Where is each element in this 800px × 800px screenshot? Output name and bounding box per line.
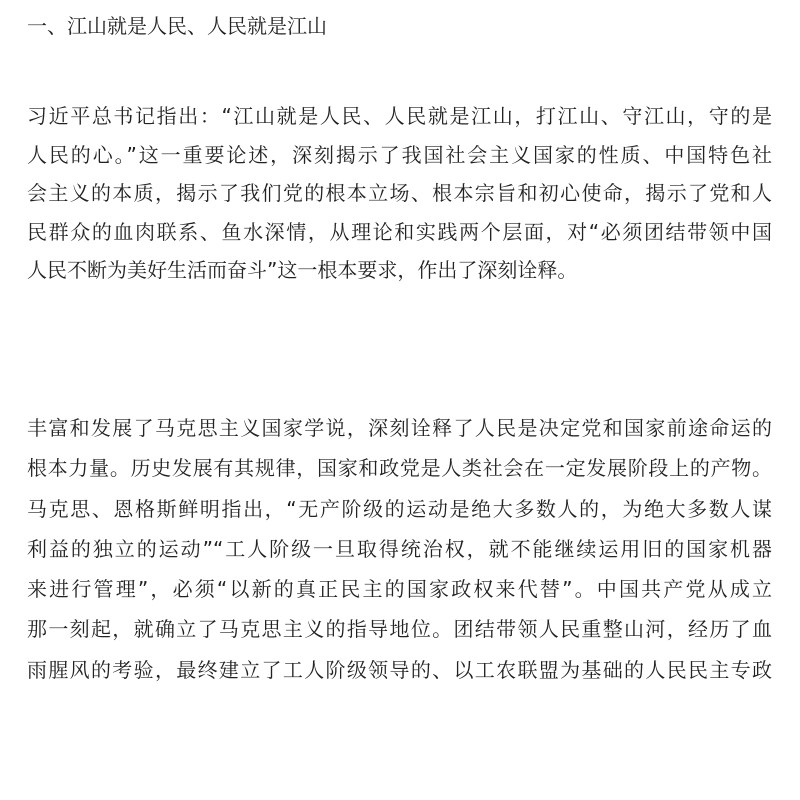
paragraph-1 — [27, 97, 772, 290]
paragraph-line: 来进行管理”，必须“以新的真正民主的国家政权来代替”。中国共产党从成立 — [27, 577, 772, 602]
paragraph-line: 人民不断为美好生活而奋斗”这一根本要求，作出了深刻诠释。 — [27, 258, 578, 282]
paragraph-line: 人民的心。”这一重要论述，深刻揭示了我国社会主义国家的性质、中国特色社 — [27, 142, 772, 167]
paragraph-line: 丰富和发展了马克思主义国家学说，深刻诠释了人民是决定党和国家前途命运的 — [27, 416, 772, 440]
paragraph-2 — [27, 408, 772, 690]
paragraph-line: 习近平总书记指出：“江山就是人民、人民就是江山，打江山、守江山，守的是 — [27, 104, 772, 128]
paragraph-line: 民群众的血肉联系、鱼水深情，从理论和实践两个层面，对“必须团结带领中国 — [27, 219, 772, 244]
paragraph-line: 会主义的本质，揭示了我们党的根本立场、根本宗旨和初心使命，揭示了党和人 — [27, 181, 772, 205]
paragraph-line: 雨腥风的考验，最终建立了工人阶级领导的、以工农联盟为基础的人民民主专政 — [27, 657, 772, 682]
paragraph-line: 利益的独立的运动”“工人阶级一旦取得统治权，就不能继续运用旧的国家机器 — [27, 536, 772, 561]
section-heading: 一、江山就是人民、人民就是江山 — [27, 14, 327, 38]
paragraph-line: 那一刻起，就确立了马克思主义的指导地位。团结带领人民重整山河，经历了血 — [27, 617, 772, 642]
paragraph-line: 马克思、恩格斯鲜明指出，“无产阶级的运动是绝大多数人的，为绝大多数人谋 — [27, 496, 772, 521]
paragraph-line: 根本力量。历史发展有其规律，国家和政党是人类社会在一定发展阶段上的产物。 — [27, 456, 772, 481]
